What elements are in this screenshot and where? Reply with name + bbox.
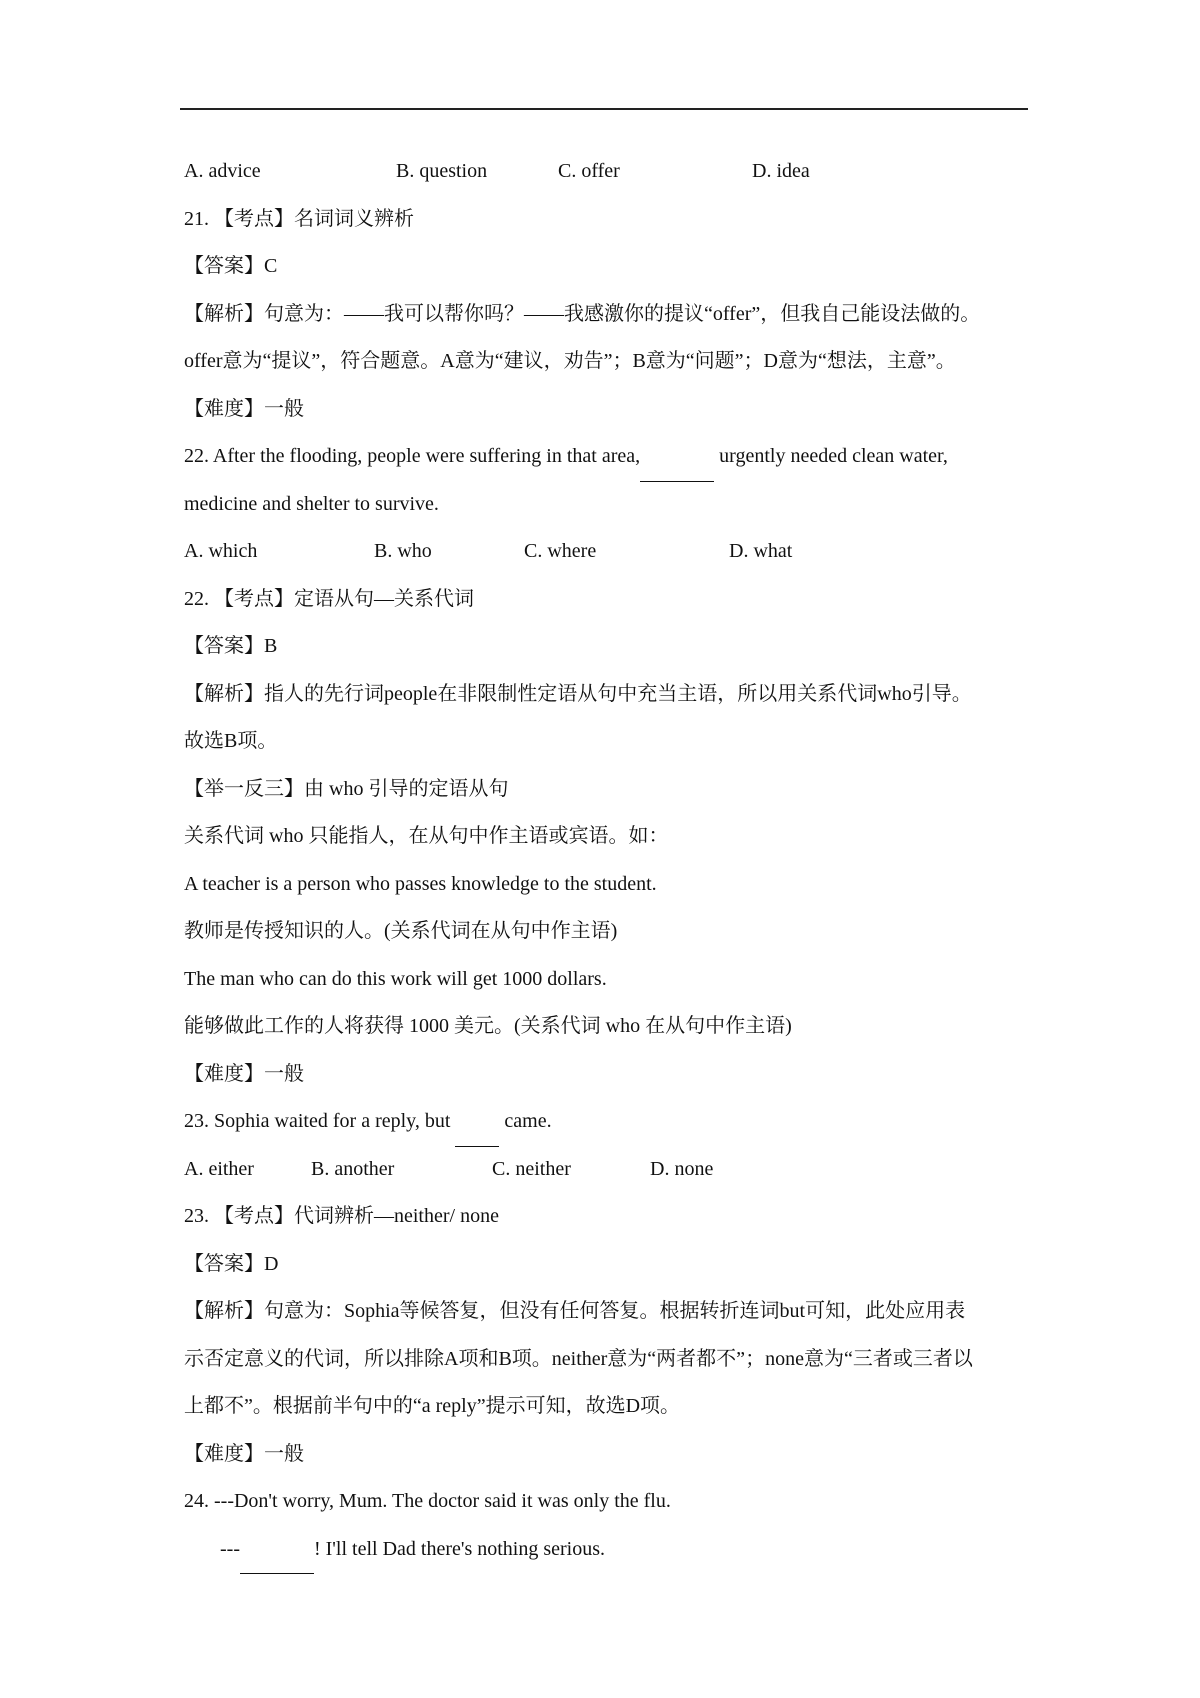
q23-answer: 【答案】D [184,1252,279,1275]
q22-difficulty: 【难度】一般 [184,1062,304,1085]
q24-answer-blank [240,1526,314,1575]
q22-stem-line-2: medicine and shelter to survive. [184,492,439,515]
q23-stem-part-a: 23. Sophia waited for a reply, but [184,1110,456,1132]
q21-options [184,148,1032,196]
q22-analysis-line-1: 【解析】指人的先行词people在非限制性定语从句中充当主语，所以用关系代词who引导。 [184,682,972,705]
q22-option-c: C. where [524,540,597,562]
q22-extension-title: 【举一反三】由 who 引导的定语从句 [184,777,509,800]
q22-answer-blank [640,433,714,482]
q22-option-d: D. what [729,540,793,562]
q21-difficulty: 【难度】一般 [184,397,304,420]
q22-stem-line-1 [184,433,1032,481]
header-rule [180,108,1028,110]
q21-topic: 21. 【考点】名词词义辨析 [184,207,414,230]
q21-analysis-line-2: offer意为“提议”，符合题意。A意为“建议，劝告”；B意为“问题”；D意为“想法，主意”。 [184,350,956,372]
q22-extension-line-3: 教师是传授知识的人。(关系代词在从句中作主语) [184,920,618,942]
q22-topic: 22. 【考点】定语从句—关系代词 [184,587,474,610]
q21-answer: 【答案】C [184,255,278,277]
q23-difficulty: 【难度】一般 [184,1442,304,1465]
q22-option-a: A. which [184,540,258,562]
q23-answer-blank [455,1098,499,1147]
q22-extension-line-4: The man who can do this work will get 1000 dollars. [184,967,607,990]
q22-stem-part-b: urgently needed clean water, [714,445,948,467]
q21-option-b: B. question [396,160,488,182]
q23-analysis-line-3: 上都不”。根据前半句中的“a reply”提示可知，故选D项。 [184,1395,681,1417]
q24-stem-part-a: --- [220,1537,240,1560]
q24-stem-line-1: 24. ---Don't worry, Mum. The doctor said it was only the flu. [184,1490,671,1512]
q23-analysis-line-2: 示否定意义的代词，所以排除A项和B项。neither意为“两者都不”；none意为“三者或三者以 [184,1347,973,1370]
q23-option-c: C. neither [492,1157,571,1180]
document-page [184,148,1032,1573]
q24-stem-line-2 [184,1526,1032,1574]
q21-analysis-line-1: 【解析】句意为：——我可以帮你吗？——我感激你的提议“offer”，但我自己能设法做的。 [184,302,981,325]
q22-analysis-line-2: 故选B项。 [184,730,278,752]
q22-option-b: B. who [374,540,432,562]
q23-analysis-line-1: 【解析】句意为：Sophia等候答复，但没有任何答复。根据转折连词but可知，此处应用表 [184,1300,966,1322]
q23-topic: 23. 【考点】代词辨析—neither/ none [184,1205,499,1227]
q23-options [184,1146,1032,1194]
q24-stem-part-b: ! I'll tell Dad there's nothing serious. [313,1537,606,1560]
q21-option-d: D. idea [752,160,810,182]
q21-option-a: A. advice [184,160,261,182]
q23-option-b: B. another [311,1157,395,1180]
q22-answer: 【答案】B [184,635,278,657]
q22-extension-line-1: 关系代词 who 只能指人，在从句中作主语或宾语。如： [184,825,669,847]
q22-stem-part-a: 22. After the flooding, people were suffering in that area, [184,445,641,467]
q22-options [184,528,1032,576]
q23-option-a: A. either [184,1157,254,1180]
q23-stem-part-b: came. [499,1110,552,1132]
q23-stem [184,1098,1032,1146]
q22-extension-line-5: 能够做此工作的人将获得 1000 美元。(关系代词 who 在从句中作主语) [184,1015,792,1037]
q21-option-c: C. offer [558,160,620,182]
q22-extension-line-2: A teacher is a person who passes knowledge to the student. [184,872,657,895]
q23-option-d: D. none [650,1157,714,1180]
